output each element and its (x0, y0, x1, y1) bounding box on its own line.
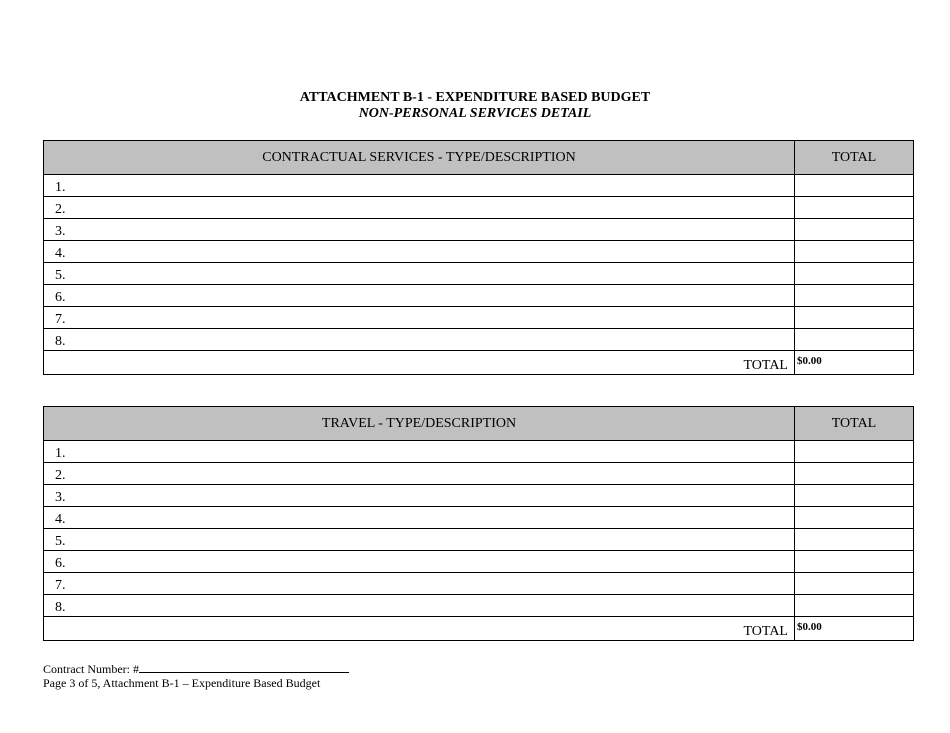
contractual-total-header: TOTAL (795, 141, 914, 175)
footer (43, 662, 349, 690)
travel-total-value: $0.00 (795, 617, 914, 641)
table-row (44, 507, 914, 529)
page-title: ATTACHMENT B-1 - EXPENDITURE BASED BUDGET (299, 90, 651, 105)
row-total-cell[interactable] (795, 197, 914, 219)
row-description-cell[interactable]: 1. (44, 441, 795, 463)
contractual-services-table (43, 140, 914, 375)
contract-number-line (43, 662, 349, 676)
table-row (44, 219, 914, 241)
contractual-total-value: $0.00 (795, 351, 914, 375)
table-row (44, 307, 914, 329)
row-total-cell[interactable] (795, 329, 914, 351)
table-row (44, 485, 914, 507)
table-row (44, 241, 914, 263)
row-total-cell[interactable] (795, 529, 914, 551)
table-row (44, 285, 914, 307)
row-description-cell[interactable]: 3. (44, 219, 795, 241)
travel-description-header: TRAVEL - TYPE/DESCRIPTION (44, 407, 795, 441)
page-subtitle: NON-PERSONAL SERVICES DETAIL (358, 106, 592, 121)
contractual-description-header: CONTRACTUAL SERVICES - TYPE/DESCRIPTION (44, 141, 795, 175)
table-row (44, 441, 914, 463)
row-total-cell[interactable] (795, 595, 914, 617)
row-total-cell[interactable] (795, 307, 914, 329)
table-row (44, 529, 914, 551)
travel-total-header: TOTAL (795, 407, 914, 441)
row-total-cell[interactable] (795, 285, 914, 307)
table-row (44, 595, 914, 617)
row-total-cell[interactable] (795, 573, 914, 595)
row-total-cell[interactable] (795, 263, 914, 285)
row-description-cell[interactable]: 3. (44, 485, 795, 507)
row-total-cell[interactable] (795, 219, 914, 241)
row-total-cell[interactable] (795, 175, 914, 197)
table-row (44, 175, 914, 197)
table-row (44, 197, 914, 219)
table-row (44, 263, 914, 285)
row-total-cell[interactable] (795, 441, 914, 463)
contractual-total-row (44, 351, 914, 375)
contract-number-label: Contract Number: # (43, 662, 139, 676)
row-description-cell[interactable]: 8. (44, 595, 795, 617)
row-description-cell[interactable]: 5. (44, 529, 795, 551)
table-row (44, 573, 914, 595)
contractual-total-label: TOTAL (44, 351, 795, 375)
row-description-cell[interactable]: 6. (44, 285, 795, 307)
row-total-cell[interactable] (795, 507, 914, 529)
travel-table (43, 406, 914, 641)
row-total-cell[interactable] (795, 241, 914, 263)
travel-total-row (44, 617, 914, 641)
row-total-cell[interactable] (795, 485, 914, 507)
row-description-cell[interactable]: 6. (44, 551, 795, 573)
row-description-cell[interactable]: 8. (44, 329, 795, 351)
table-row (44, 463, 914, 485)
row-description-cell[interactable]: 4. (44, 241, 795, 263)
table-row (44, 329, 914, 351)
row-description-cell[interactable]: 1. (44, 175, 795, 197)
page-info: Page 3 of 5, Attachment B-1 – Expenditure Based Budget (43, 676, 321, 690)
table-row (44, 551, 914, 573)
row-description-cell[interactable]: 7. (44, 573, 795, 595)
travel-total-label: TOTAL (44, 617, 795, 641)
row-total-cell[interactable] (795, 551, 914, 573)
row-description-cell[interactable]: 2. (44, 463, 795, 485)
row-description-cell[interactable]: 7. (44, 307, 795, 329)
row-description-cell[interactable]: 2. (44, 197, 795, 219)
row-description-cell[interactable]: 5. (44, 263, 795, 285)
title-block (0, 90, 950, 122)
contract-number-field[interactable] (139, 662, 349, 673)
row-total-cell[interactable] (795, 463, 914, 485)
row-description-cell[interactable]: 4. (44, 507, 795, 529)
